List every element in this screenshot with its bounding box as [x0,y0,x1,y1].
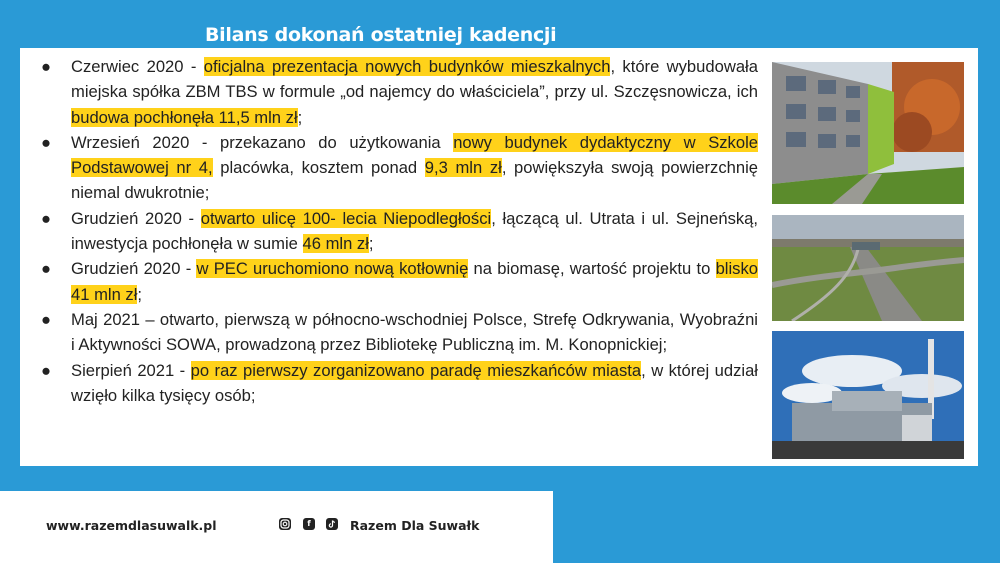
highlight: nowy budynek dydaktyczny w Szkole Podstawowej nr 4, [71,132,758,178]
list-item: ● Grudzień 2020 - otwarto ulicę 100- lecia Niepodległości, łączącą ul. Utrata i ul. Sejneńską, inwestycja pochłonęła w sumie 46 mln zł; [38,206,758,257]
highlight: 9,3 mln zł [424,158,502,178]
list-item: ● Wrzesień 2020 - przekazano do użytkowania nowy budynek dydaktyczny w Szkole Podstawowej nr 4, placówka, kosztem ponad 9,3 mln zł, powiększyła swoją powierzchnię niemal dwukrotnie; [38,130,758,206]
facebook-icon[interactable]: f [303,518,315,530]
highlight: oficjalna prezentacja nowych budynków mieszkalnych [203,57,611,76]
bullet-icon: ● [41,259,52,279]
brand-name: Razem Dla Suwałk [350,518,480,533]
content-panel [20,48,978,466]
bullet-icon: ● [41,309,52,329]
tiktok-icon[interactable] [326,518,338,530]
slide-title: Bilans dokonań ostatniej kadencji [205,24,557,46]
list-item: ● Grudzień 2020 - w PEC uruchomiono nową kotłownię na biomasę, wartość projektu to blisko 41 mln zł; [38,256,758,307]
highlight: 46 mln zł [302,234,369,254]
highlight: po raz pierwszy zorganizowano paradę mieszkańców miasta [190,360,642,380]
footer [0,491,553,563]
highlight: budowa pochłonęła 11,5 mln zł [71,107,298,127]
bullet-icon: ● [41,208,52,228]
highlight: otwarto ulicę 100- lecia Niepodległości [200,208,492,228]
list-item: ● Sierpień 2021 - po raz pierwszy zorganizowano paradę mieszkańców miasta, w której udział wzięło kilka tysięcy osób; [38,358,758,409]
list-item: ● Maj 2021 – otwarto, pierwszą w północno-wschodniej Polsce, Strefę Odkrywania, Wyobraźni i Aktywności SOWA, prowadzoną przez Bibliotekę Publiczną im. M. Konopnickiej; [38,307,758,358]
highlight: w PEC uruchomiono nową kotłownię [196,259,469,279]
highlight: blisko 41 mln zł [71,259,758,304]
road-interchange-photo [772,215,964,321]
bullet-icon: ● [41,132,52,152]
website-link[interactable]: www.razemdlasuwalk.pl [46,518,217,533]
boiler-plant-photo [772,331,964,459]
bullet-icon: ● [41,360,52,380]
residential-building-photo [772,62,964,204]
bullet-icon: ● [41,57,52,76]
achievements-list [38,54,758,408]
list-item: ● Czerwiec 2020 - oficjalna prezentacja nowych budynków mieszkalnych, które wybudowała miejska spółka ZBM TBS w formule „od najemcy do właściciela”, przy ul. Szczęsnowicza, ich budowa pochłonęła 11,5 mln zł; [38,54,758,130]
instagram-icon[interactable] [279,518,291,530]
